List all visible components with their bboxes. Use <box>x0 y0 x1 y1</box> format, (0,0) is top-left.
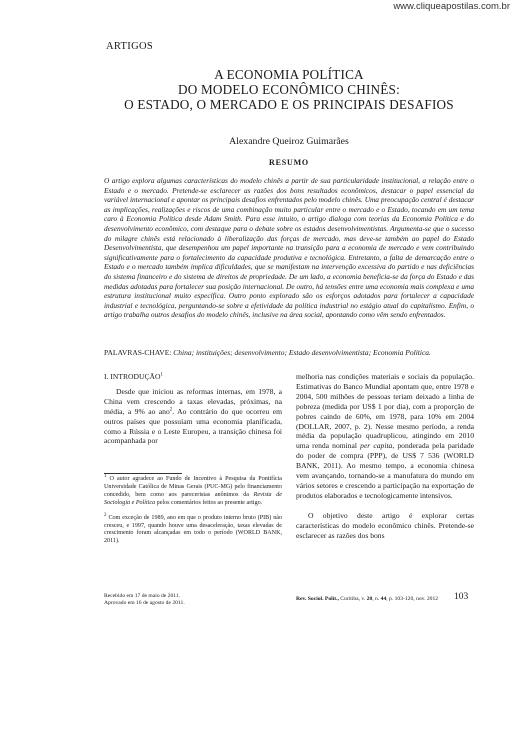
page-number: 103 <box>454 592 469 602</box>
title-line-3: O ESTADO, O MERCADO E OS PRINCIPAIS DESAFIOS <box>124 97 454 112</box>
keywords-label: PALAVRAS-CHAVE: <box>104 348 172 357</box>
footnote-2-number: 2 <box>104 512 107 518</box>
abstract-heading: RESUMO <box>269 158 309 167</box>
section-label: ARTIGOS <box>106 41 153 52</box>
body-column-right <box>296 372 474 541</box>
footnote-divider <box>104 473 182 474</box>
title-line-1: A ECONOMIA POLÍTICA <box>214 67 364 82</box>
footnotes <box>104 473 283 553</box>
intro-p1-text-b: . Ao contrário do que ocorreu em outros países que possuíam uma economia planificada, como a Rússia e o Leste Europeu, a transição chinesa foi acompanhada por <box>104 406 282 446</box>
intro-p2-text-b: , ponderada pela paridade do poder de compra (PPP), de US$ 7 536 (WORLD BANK, 2011). Ao mesmo tempo, a economia chinesa vem avançando, tornando-se a manufatura do mundo em vários setores e crescendo a participação na exportação de produtos elaborados e tecnologicamente intensivos. <box>296 441 474 500</box>
footnote-1-text-a: O autor agradece ao Fundo de Incentivo à Pesquisa da Pontifícia Universidade Católica de Minas Gerais (PUC-MG) pelo financiamento concedido, bem como aos pareceristas anônimos da <box>104 476 283 498</box>
citation-place: Curitiba, v. <box>338 596 367 602</box>
submission-dates <box>104 593 185 607</box>
footnote-1-number: 1 <box>104 473 107 479</box>
keywords-list: China; instituições; desenvolvimento; Estado desenvolvimentista; Economia Política. <box>173 348 431 357</box>
citation-volume: 20 <box>366 596 373 602</box>
footnote-2 <box>104 512 282 547</box>
section-heading-intro <box>104 372 282 382</box>
footnote-1-text-b: pelos comentários feitos ao presente artigo. <box>155 499 263 506</box>
body-column-left <box>104 372 282 446</box>
journal-name: Rev. Sociol. Polít., <box>296 596 339 602</box>
footnote-1-journal: Revista de Sociologia e Política <box>104 491 283 506</box>
intro-p2-text-a: melhoria nas condições materiais e sociais da população. Estimativas do Banco Mundial apontam que, entre 1978 e 2004, 500 milhões de pessoas teriam deixado a linha de pobreza (medida por US$ 1 por dia), com a proporção de pobres caindo de 60%, em 1978, para 10% em 2004 (DOLLAR, 2007, p. 2). Nesse mesmo período, a renda média da população quadruplicou, atingindo em 2010 uma renda nominal <box>296 372 474 451</box>
abstract-text: O artigo explora algumas características do modelo chinês a partir de sua particularidade institucional, a relação entre o Estado e o mercado. Pretende-se esclarecer as razões dos bons resultados econômicos, destacar o papel essencial da variável internacional e apontar os principais desafios enfrentados pelo modelo chinês. Uma preocupação central é destacar as implicações, realizações e riscos de uma combinação muito particular entre o mercado e o Estado, tocando em um tema caro à Economia Política desde Adam Smith. Para esse intuito, o artigo dialoga com teorias da Economia Política e do desenvolvimento econômico, com destaque para o debate sobre os estados desenvolvimentistas. Argumenta-se que o sucesso do milagre chinês está relacionado à liberalização das forças de mercado, mas deve-se também ao papel do Estado Desenvolvimentista, que desempenhou um papel importante na transição para a economia de mercado e vem contribuindo significativamente para o fortalecimento da capacidade produtiva e tecnológica. Entretanto, a falta de demarcação entre o Estado e o mercado também implica dificuldades, que se manifestam na intervenção excessiva do partido e nas deficiências do sistema financeiro e do sistema de direitos de propriedade. De um lado, a economia beneficia-se da força do Estado e das medidas adotadas para fortalecer sua posição internacional. De outro, há tensões entre uma economia mais complexa e uma estrutura institucional muito específica. Outro ponto explorado são os esforços adotados para fortalecer a capacidade industrial e tecnológica, perguntando-se sobre a efetividade da política industrial no estágio atual do capitalismo. Enfim, o artigo trabalha outros desafios do modelo chinês, inclusive na área social, apontando como vêm sendo enfrentados. <box>104 176 474 320</box>
approved-date: Aprovado em 16 de agosto de 2011. <box>104 600 185 607</box>
citation-number-prefix: , n. <box>372 596 381 602</box>
footnote-ref-1[interactable]: 1 <box>160 372 164 378</box>
intro-heading-text: I. INTRODUÇÃO <box>104 372 161 381</box>
article-title <box>104 67 474 112</box>
journal-citation <box>296 596 438 602</box>
footnote-2-text: Com exceção de 1989, ano em que o produto interno bruto (PIB) não cresceu, e 1997, quando houve uma desaceleração, taxas elevadas de crescimento foram alcançadas em todo o período (WORLD BANK, 2011). <box>104 514 282 545</box>
intro-p2-italic: per capita <box>360 441 393 451</box>
citation-rest: , p. 103-120, nov. 2012 <box>386 596 439 602</box>
footnote-ref-2[interactable]: 2 <box>169 407 173 413</box>
intro-p1-text-a: Desde que iniciou as reformas internas, em 1978, a China vem crescendo a taxas elevadas, próximas, na média, a 9% ao ano <box>104 386 282 416</box>
received-date: Recebido em 17 de maio de 2011. <box>104 593 181 599</box>
keywords <box>104 348 474 358</box>
site-watermark: www.cliqueapostilas.com.br <box>393 1 510 12</box>
title-line-2: DO MODELO ECONÔMICO CHINÊS: <box>178 82 400 97</box>
intro-paragraph-2 <box>296 372 474 501</box>
author-name: Alexandre Queiroz Guimarães <box>229 136 349 147</box>
intro-paragraph-3: O objetivo deste artigo é explorar certas características do modelo econômico chinês. Pretende-se esclarecer as razões dos bons <box>296 510 474 540</box>
intro-paragraph-1 <box>104 387 282 446</box>
footnote-1 <box>104 473 283 508</box>
citation-number: 44 <box>380 596 387 602</box>
